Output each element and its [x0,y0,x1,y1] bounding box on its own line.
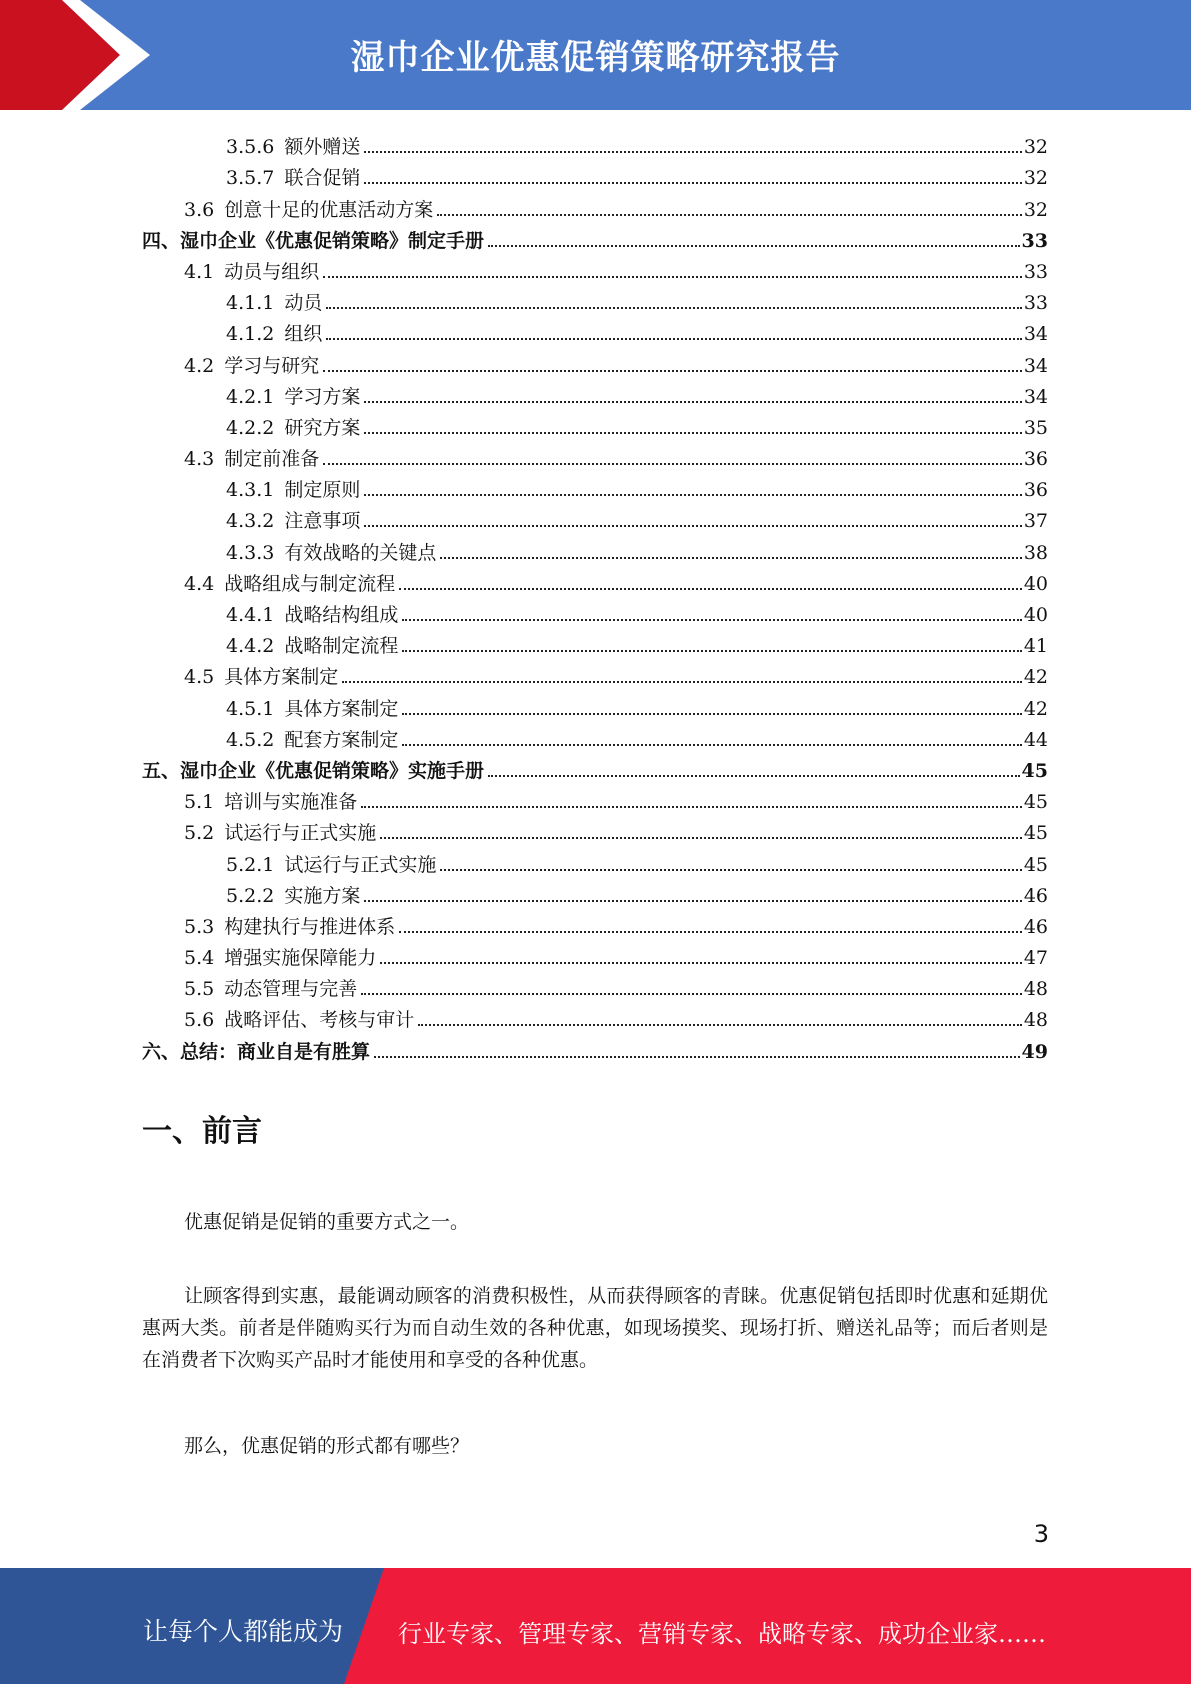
toc-entry-label: 额外赠送 [284,136,361,159]
toc-entry[interactable] [142,440,1048,471]
toc-entry[interactable] [142,970,1048,1001]
toc-entry[interactable] [142,409,1048,440]
toc-entry-label: 构建执行与推进体系 [224,915,396,938]
toc-entry-number: 4.4 [184,572,215,595]
toc-dot-leader [364,432,1021,434]
footer-slogan-left: 让每个人都能成为 [143,1617,344,1646]
toc-entry-label: 研究方案 [284,416,361,439]
toc-entry-label: 具体方案制定 [284,697,399,720]
toc-dot-leader [402,744,1021,746]
toc-dot-leader [364,900,1021,902]
toc-entry-page: 45 [1021,759,1048,782]
toc-entry[interactable] [142,814,1048,845]
toc-entry-page: 37 [1023,510,1048,533]
toc-entry-number: 5.6 [184,1009,215,1032]
toc-dot-leader [399,931,1022,933]
toc-dot-leader [380,962,1022,964]
toc-entry-number: 4.2.2 [226,416,275,439]
toc-entry-page: 33 [1023,260,1048,283]
toc-entry-label: 动态管理与完善 [224,978,358,1001]
table-of-contents [142,128,1048,1064]
toc-dot-leader [488,245,1020,247]
toc-entry[interactable] [142,1001,1048,1032]
toc-dot-leader [402,713,1021,715]
toc-entry-label: 增强实施保障能力 [224,947,377,970]
toc-dot-leader [364,494,1021,496]
toc-entry[interactable] [142,1032,1048,1063]
toc-dot-leader [342,681,1022,683]
toc-entry[interactable] [142,222,1048,253]
toc-entry[interactable] [142,908,1048,939]
toc-entry-number: 4.2 [184,354,215,377]
toc-entry-number: 5.3 [184,915,215,938]
toc-entry-label: 培训与实施准备 [224,791,358,814]
toc-entry-label: 制定前准备 [224,448,320,471]
toc-entry-label: 具体方案制定 [224,666,339,689]
toc-entry-label: 学习方案 [284,385,361,408]
toc-dot-leader [323,276,1022,278]
toc-entry-number: 3.5.7 [226,167,275,190]
toc-entry-page: 40 [1023,604,1048,626]
toc-entry-page: 48 [1023,978,1048,1001]
toc-entry-number: 5.4 [184,947,215,970]
toc-entry-page: 36 [1023,479,1048,502]
toc-entry-number: 4.1.2 [226,323,275,346]
toc-entry-label: 战略评估、考核与审计 [224,1009,415,1032]
toc-entry-page: 41 [1023,635,1048,658]
toc-entry[interactable] [142,346,1048,377]
toc-entry-label: 创意十足的优惠活动方案 [224,198,434,221]
toc-dot-leader [361,806,1022,808]
toc-dot-leader [374,1056,1020,1058]
toc-entry-page: 36 [1023,448,1048,471]
toc-entry-page: 32 [1023,136,1048,159]
toc-dot-leader [364,151,1021,153]
toc-entry-number: 4.3.1 [226,479,275,502]
toc-entry-label: 战略组成与制定流程 [224,572,396,595]
toc-dot-leader [440,869,1021,871]
toc-dot-leader [364,182,1021,184]
toc-entry[interactable] [142,596,1048,627]
paragraph: 让顾客得到实惠，最能调动顾客的消费积极性，从而获得顾客的青睐。优惠促销包括即时优惠和延期优惠两大类。前者是伴随购买行为而自动生效的各种优惠，如现场摸奖、现场打折、赠送礼品等；而后者则是在消费者下次购买产品时才能使用和享受的各种优惠。 [142,1285,1048,1371]
toc-entry[interactable] [142,565,1048,596]
toc-dot-leader [323,463,1022,465]
toc-entry-page: 34 [1023,354,1048,377]
toc-entry[interactable] [142,658,1048,689]
toc-entry-label: 制定原则 [284,479,361,502]
paragraph: 优惠促销是促销的重要方式之一。 [184,1211,470,1233]
toc-entry-page: 35 [1023,416,1048,439]
toc-entry-page: 45 [1023,853,1048,876]
toc-entry-page: 38 [1023,541,1048,564]
toc-entry[interactable] [142,315,1048,346]
toc-entry-page: 33 [1023,292,1048,315]
toc-entry[interactable] [142,845,1048,876]
toc-entry-number: 4.3.3 [226,541,275,564]
toc-entry-number: 5.2.1 [226,853,275,876]
toc-dot-leader [440,557,1021,559]
toc-entry-page: 34 [1023,323,1048,346]
page-footer [0,1568,1191,1684]
toc-entry-page: 47 [1023,947,1048,970]
toc-entry-label: 学习与研究 [224,354,320,377]
toc-entry-number: 4.4.2 [226,635,275,658]
toc-entry-page: 33 [1021,229,1048,252]
toc-dot-leader [418,1024,1022,1026]
toc-entry-page: 45 [1023,822,1048,845]
toc-dot-leader [380,837,1022,839]
toc-entry[interactable] [142,471,1048,502]
toc-entry-number: 4.3 [184,448,215,471]
report-title: 湿巾企业优惠促销策略研究报告 [350,38,841,78]
toc-dot-leader [326,307,1021,309]
toc-entry-number: 4.2.1 [226,385,275,408]
toc-entry-page: 46 [1023,915,1048,938]
toc-entry-page: 32 [1023,167,1048,190]
toc-entry[interactable] [142,253,1048,284]
toc-entry[interactable] [142,752,1048,783]
toc-dot-leader [488,775,1020,777]
toc-entry-label: 战略结构组成 [284,604,399,626]
toc-entry-number: 4.1 [184,260,215,283]
toc-dot-leader [402,650,1021,652]
toc-entry-page: 44 [1023,728,1048,751]
toc-entry-page: 40 [1023,572,1048,595]
toc-dot-leader [326,338,1021,340]
toc-entry-page: 45 [1023,791,1048,814]
toc-entry[interactable] [142,721,1048,752]
toc-entry-number: 4.5.1 [226,697,275,720]
toc-entry-number: 4.4.1 [226,604,275,626]
toc-entry[interactable] [142,502,1048,533]
toc-entry-label: 试运行与正式实施 [284,853,437,876]
toc-entry-label: 试运行与正式实施 [224,822,377,845]
toc-entry-label: 组织 [284,323,323,346]
toc-entry-label: 实施方案 [284,884,361,907]
toc-entry-page: 32 [1023,198,1048,221]
toc-entry-label: 有效战略的关键点 [284,541,437,564]
toc-entry[interactable] [142,284,1048,315]
toc-entry-number: 5.2 [184,822,215,845]
toc-entry-label: 五、湿巾企业《优惠促销策略》实施手册 [142,759,485,782]
toc-entry-label: 动员与组织 [224,260,320,283]
toc-entry-page: 48 [1023,1009,1048,1032]
toc-entry-number: 5.5 [184,978,215,1001]
toc-dot-leader [361,993,1022,995]
toc-entry-page: 46 [1023,884,1048,907]
toc-entry-label: 战略制定流程 [284,635,399,658]
toc-entry[interactable] [142,378,1048,409]
toc-entry-label: 联合促销 [284,167,361,190]
toc-entry[interactable] [142,190,1048,221]
toc-entry-label: 四、湿巾企业《优惠促销策略》制定手册 [142,229,485,252]
toc-entry-label: 六、总结：商业自是有胜算 [142,1040,371,1063]
toc-entry-label: 动员 [284,292,323,315]
toc-entry-number: 5.1 [184,791,215,814]
toc-entry-number: 3.5.6 [226,136,275,159]
toc-entry-number: 4.3.2 [226,510,275,533]
toc-dot-leader [437,214,1022,216]
toc-entry[interactable] [142,627,1048,658]
toc-dot-leader [399,588,1022,590]
toc-entry[interactable] [142,533,1048,564]
page-number: 3 [1033,1520,1049,1548]
toc-entry-page: 42 [1023,666,1048,689]
toc-entry[interactable] [142,783,1048,814]
toc-entry[interactable] [142,128,1048,159]
toc-entry-number: 3.6 [184,198,215,221]
toc-entry-page: 49 [1021,1040,1048,1063]
toc-entry-label: 配套方案制定 [284,728,399,751]
toc-entry-number: 5.2.2 [226,884,275,907]
toc-entry[interactable] [142,689,1048,720]
toc-entry[interactable] [142,877,1048,908]
toc-entry-number: 4.5.2 [226,728,275,751]
toc-entry-number: 4.5 [184,666,215,689]
toc-entry[interactable] [142,939,1048,970]
toc-entry[interactable] [142,159,1048,190]
toc-dot-leader [364,525,1021,527]
toc-dot-leader [323,370,1022,372]
page-header [0,0,1191,110]
toc-dot-leader [402,619,1021,621]
paragraph: 那么，优惠促销的形式都有哪些？ [184,1435,470,1457]
toc-dot-leader [364,401,1021,403]
toc-entry-label: 注意事项 [284,510,361,533]
section-heading: 一、前言 [142,1114,262,1149]
footer-slogan-right: 行业专家、管理专家、营销专家、战略专家、成功企业家…… [398,1620,1046,1648]
toc-entry-number: 4.1.1 [226,292,275,315]
toc-entry-page: 42 [1023,697,1048,720]
toc-entry-page: 34 [1023,385,1048,408]
